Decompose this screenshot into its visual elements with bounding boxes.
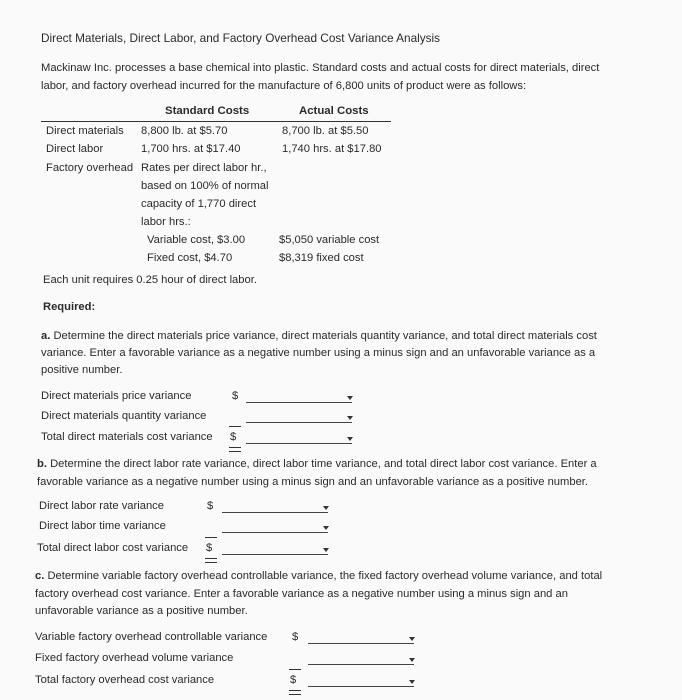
unit-note: Each unit requires 0.25 hour of direct labor.	[43, 274, 257, 286]
fixed-standard: Fixed cost, $4.70	[147, 252, 233, 264]
dl-actual: 1,740 hrs. at $17.80	[282, 143, 382, 155]
part-letter: a.	[41, 330, 51, 342]
dropdown-caret-icon[interactable]	[409, 680, 415, 684]
table-header-rule	[41, 121, 391, 122]
currency-sign: $	[206, 542, 213, 554]
dropdown-caret-icon[interactable]	[323, 506, 329, 510]
dropdown-caret-icon[interactable]	[323, 526, 329, 530]
part-letter: b.	[37, 458, 47, 470]
variable-standard: Variable cost, $3.00	[147, 234, 246, 246]
dm-price-variance-input[interactable]	[246, 389, 352, 403]
fo-standard-line: Rates per direct labor hr.,	[141, 162, 267, 174]
dropdown-caret-icon[interactable]	[323, 548, 329, 552]
currency-sign: $	[230, 431, 237, 443]
part-c-instructions	[35, 570, 602, 582]
part-text: unfavorable variance as a positive number.	[35, 605, 248, 617]
fixed-actual: $8,319 fixed cost	[279, 252, 364, 264]
row-label: Direct materials	[46, 125, 124, 137]
dl-time-variance-label: Direct labor time variance	[39, 520, 166, 532]
dropdown-caret-icon[interactable]	[347, 416, 353, 420]
part-text: Determine variable factory overhead controllable variance, the fixed factory overhead volume variance, and total	[47, 570, 603, 582]
ffo-volume-variance-input[interactable]	[308, 651, 414, 665]
part-text: favorable variance as a negative number using a minus sign and an unfavorable variance as a positive number.	[37, 476, 589, 488]
fo-standard-line: labor hrs.:	[141, 216, 191, 228]
subtotal-rule	[289, 669, 301, 670]
part-b-instructions	[37, 458, 597, 470]
dm-quantity-variance-input[interactable]	[246, 409, 352, 423]
dropdown-caret-icon[interactable]	[409, 637, 415, 641]
dl-standard: 1,700 hrs. at $17.40	[141, 143, 241, 155]
required-heading: Required:	[43, 301, 96, 313]
fo-total-variance-label: Total factory overhead cost variance	[35, 674, 215, 686]
part-text: positive number.	[41, 364, 123, 376]
dm-total-variance-input[interactable]	[246, 430, 352, 444]
part-letter: c.	[35, 570, 45, 582]
total-double-rule	[205, 558, 217, 563]
part-text: factory overhead cost variance. Enter a favorable variance as a negative number using a minus sign and an	[35, 588, 568, 600]
vfo-controllable-variance-label: Variable factory overhead controllable variance	[35, 631, 268, 643]
dropdown-caret-icon[interactable]	[347, 437, 353, 441]
dl-total-variance-input[interactable]	[222, 541, 328, 555]
dl-rate-variance-label: Direct labor rate variance	[39, 500, 164, 512]
page-title: Direct Materials, Direct Labor, and Factory Overhead Cost Variance Analysis	[41, 31, 441, 45]
intro-line: labor, and factory overhead incurred for the manufacture of 6,800 units of product were as follows:	[41, 80, 527, 92]
part-text: variance. Enter a favorable variance as a negative number using a minus sign and an unfavorable variance as a	[41, 347, 596, 359]
part-text: Determine the direct labor rate variance, direct labor time variance, and total direct labor cost variance. Enter a	[50, 458, 597, 470]
currency-sign: $	[232, 390, 239, 402]
dm-standard: 8,800 lb. at $5.70	[141, 125, 228, 137]
dm-total-variance-label: Total direct materials cost variance	[41, 431, 213, 443]
part-a-instructions	[41, 330, 597, 342]
standard-costs-header: Standard Costs	[165, 105, 250, 117]
row-label: Direct labor	[46, 143, 104, 155]
ffo-volume-variance-label: Fixed factory overhead volume variance	[35, 652, 234, 664]
dl-total-variance-label: Total direct labor cost variance	[37, 542, 189, 554]
total-double-rule	[229, 447, 241, 452]
fo-standard-line: based on 100% of normal	[141, 180, 269, 192]
currency-sign: $	[290, 674, 297, 686]
fo-total-variance-input[interactable]	[308, 673, 414, 687]
subtotal-rule	[229, 426, 241, 427]
intro-line: Mackinaw Inc. processes a base chemical into plastic. Standard costs and actual costs for direct materials, direct	[41, 62, 600, 74]
actual-costs-header: Actual Costs	[299, 105, 369, 117]
currency-sign: $	[207, 500, 214, 512]
row-label: Factory overhead	[46, 162, 134, 174]
dl-rate-variance-input[interactable]	[222, 499, 328, 513]
fo-standard-line: capacity of 1,770 direct	[141, 198, 257, 210]
subtotal-rule	[205, 537, 217, 538]
dl-time-variance-input[interactable]	[222, 519, 328, 533]
dm-price-variance-label: Direct materials price variance	[41, 390, 192, 402]
dropdown-caret-icon[interactable]	[409, 658, 415, 662]
dm-quantity-variance-label: Direct materials quantity variance	[41, 410, 207, 422]
total-double-rule	[289, 690, 301, 695]
part-text: Determine the direct materials price variance, direct materials quantity variance, and total direct materials cost	[53, 330, 597, 342]
variable-actual: $5,050 variable cost	[279, 234, 380, 246]
dropdown-caret-icon[interactable]	[347, 396, 353, 400]
currency-sign: $	[292, 631, 299, 643]
vfo-controllable-variance-input[interactable]	[308, 630, 414, 644]
dm-actual: 8,700 lb. at $5.50	[282, 125, 369, 137]
